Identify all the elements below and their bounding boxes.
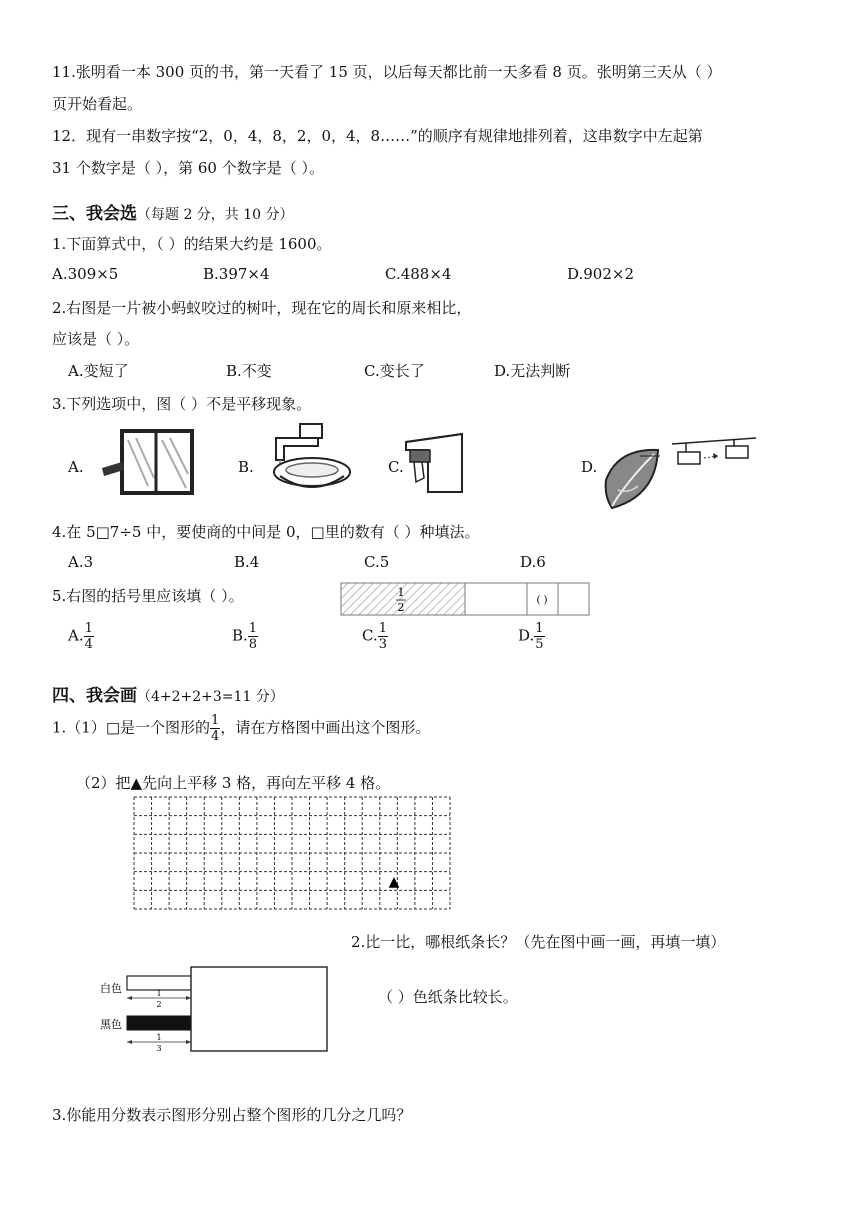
s4q1-num: 1 [211, 713, 220, 728]
q12-line1: 12．现有一串数字按“2，0，4，8，2，0，4，8……”的顺序有规律地排列着，这串数字中左起第 [52, 127, 703, 145]
option-den: 5 [535, 637, 544, 652]
s3q3-label-c: C. [388, 458, 404, 476]
white-strip-label: 白色 [100, 982, 122, 995]
s3q1-option-a: A.309×5 [52, 265, 119, 283]
option-den: 4 [84, 637, 93, 652]
s3q3-label-d: D. [581, 458, 598, 476]
faucet-picture [270, 420, 354, 492]
s3q4-option-b: B.4 [234, 553, 260, 571]
q11-line1: 11.张明看一本 300 页的书，第一天看了 15 页，以后每天都比前一天多看 8 页。张明第三天从（ ） [52, 63, 722, 81]
option-den: 8 [248, 637, 258, 652]
s3q5-option-b [232, 622, 258, 651]
s3q5-option-a [68, 622, 94, 651]
s3q3-stem: 3.下列选项中，图（ ）不是平移现象。 [52, 395, 312, 413]
s4q1-post: ，请在方格图中画出这个图形。 [220, 718, 431, 737]
drawer-picture [404, 432, 464, 494]
bar-blank: ( ) [536, 595, 548, 606]
option-num: 1 [84, 621, 93, 636]
s3q1-option-c: C.488×4 [385, 265, 452, 283]
option-letter: A. [68, 626, 84, 645]
paper-strips-diagram [96, 962, 332, 1056]
section4-note: （4+2+2+3=11 分） [137, 689, 284, 705]
white-frac-num: 1 [156, 989, 162, 998]
option-num: 1 [535, 621, 544, 636]
s3q4-option-c: C.5 [364, 553, 390, 571]
s3q1-stem: 1.下面算式中，（ ）的结果大约是 1600。 [52, 235, 332, 253]
s4q2-answer: （ ）色纸条比较长。 [378, 988, 518, 1006]
section4-heading [52, 681, 284, 706]
s4q1-line [52, 714, 430, 743]
s3q5-option-d [518, 622, 545, 651]
s4q2-stem: 2.比一比，哪根纸条长？（先在图中画一画，再填一填） [351, 933, 726, 951]
q12-line2: 31 个数字是（ ），第 60 个数字是（ ）。 [52, 159, 325, 177]
s3q2-option-b: B.不变 [226, 362, 272, 380]
s4q3-stem: 3.你能用分数表示图形分别占整个图形的几分之几吗？ [52, 1106, 412, 1124]
section4-title: 四、我会画 [52, 686, 137, 706]
s3q3-label-b: B. [238, 458, 254, 476]
s3q2-line2: 应该是（ ）。 [52, 330, 140, 348]
s4q1-den: 4 [211, 729, 220, 744]
option-num: 1 [378, 621, 387, 636]
s3q5-option-c [362, 622, 388, 651]
bar-half-num: 1 [397, 586, 405, 599]
s4q1-sub2: （2）把▲先向上平移 3 格，再向左平移 4 格。 [76, 774, 391, 792]
s3q1-option-d: D.902×2 [567, 265, 635, 283]
s3q1-option-b: B.397×4 [203, 265, 270, 283]
cover-box [191, 967, 327, 1051]
s3q5-stem: 5.右图的括号里应该填（ ）。 [52, 587, 244, 605]
s3q4-stem: 4.在 5□7÷5 中，要使商的中间是 0，□里的数有（ ）种填法。 [52, 523, 480, 541]
white-strip [127, 976, 191, 990]
sliding-window-picture [100, 428, 196, 496]
s4q1-pre: 1.（1）□是一个图形的 [52, 718, 211, 737]
black-strip-label: 黑色 [100, 1018, 122, 1031]
option-letter: D. [518, 626, 535, 645]
leaf-and-cable-car-picture [598, 430, 758, 520]
section3-note: （每题 2 分，共 10 分） [137, 207, 294, 223]
option-den: 3 [378, 637, 387, 652]
q11-line2: 页开始看起。 [52, 95, 143, 113]
black-frac-den: 3 [156, 1044, 162, 1053]
bar-half-den: 2 [397, 601, 405, 614]
option-num: 1 [248, 621, 258, 636]
s3q4-option-d: D.6 [520, 553, 546, 571]
s3q3-label-a: A. [68, 458, 84, 476]
s3q2-option-c: C.变长了 [364, 362, 425, 380]
fraction-bar [340, 582, 592, 618]
dashed-grid [133, 796, 451, 910]
s3q2-option-d: D.无法判断 [494, 362, 571, 380]
option-letter: C. [362, 626, 378, 645]
s3q2-line1: 2.右图是一片被小蚂蚁咬过的树叶，现在它的周长和原来相比， [52, 299, 472, 317]
white-frac-den: 2 [156, 1000, 162, 1009]
s3q2-option-a: A.变短了 [68, 362, 129, 380]
section3-heading [52, 199, 294, 224]
triangle-icon: ▲ [388, 874, 400, 890]
option-letter: B. [232, 626, 248, 645]
s3q4-option-a: A.3 [68, 553, 94, 571]
black-strip [127, 1016, 191, 1030]
section3-title: 三、我会选 [52, 204, 137, 224]
black-frac-num: 1 [156, 1033, 162, 1042]
